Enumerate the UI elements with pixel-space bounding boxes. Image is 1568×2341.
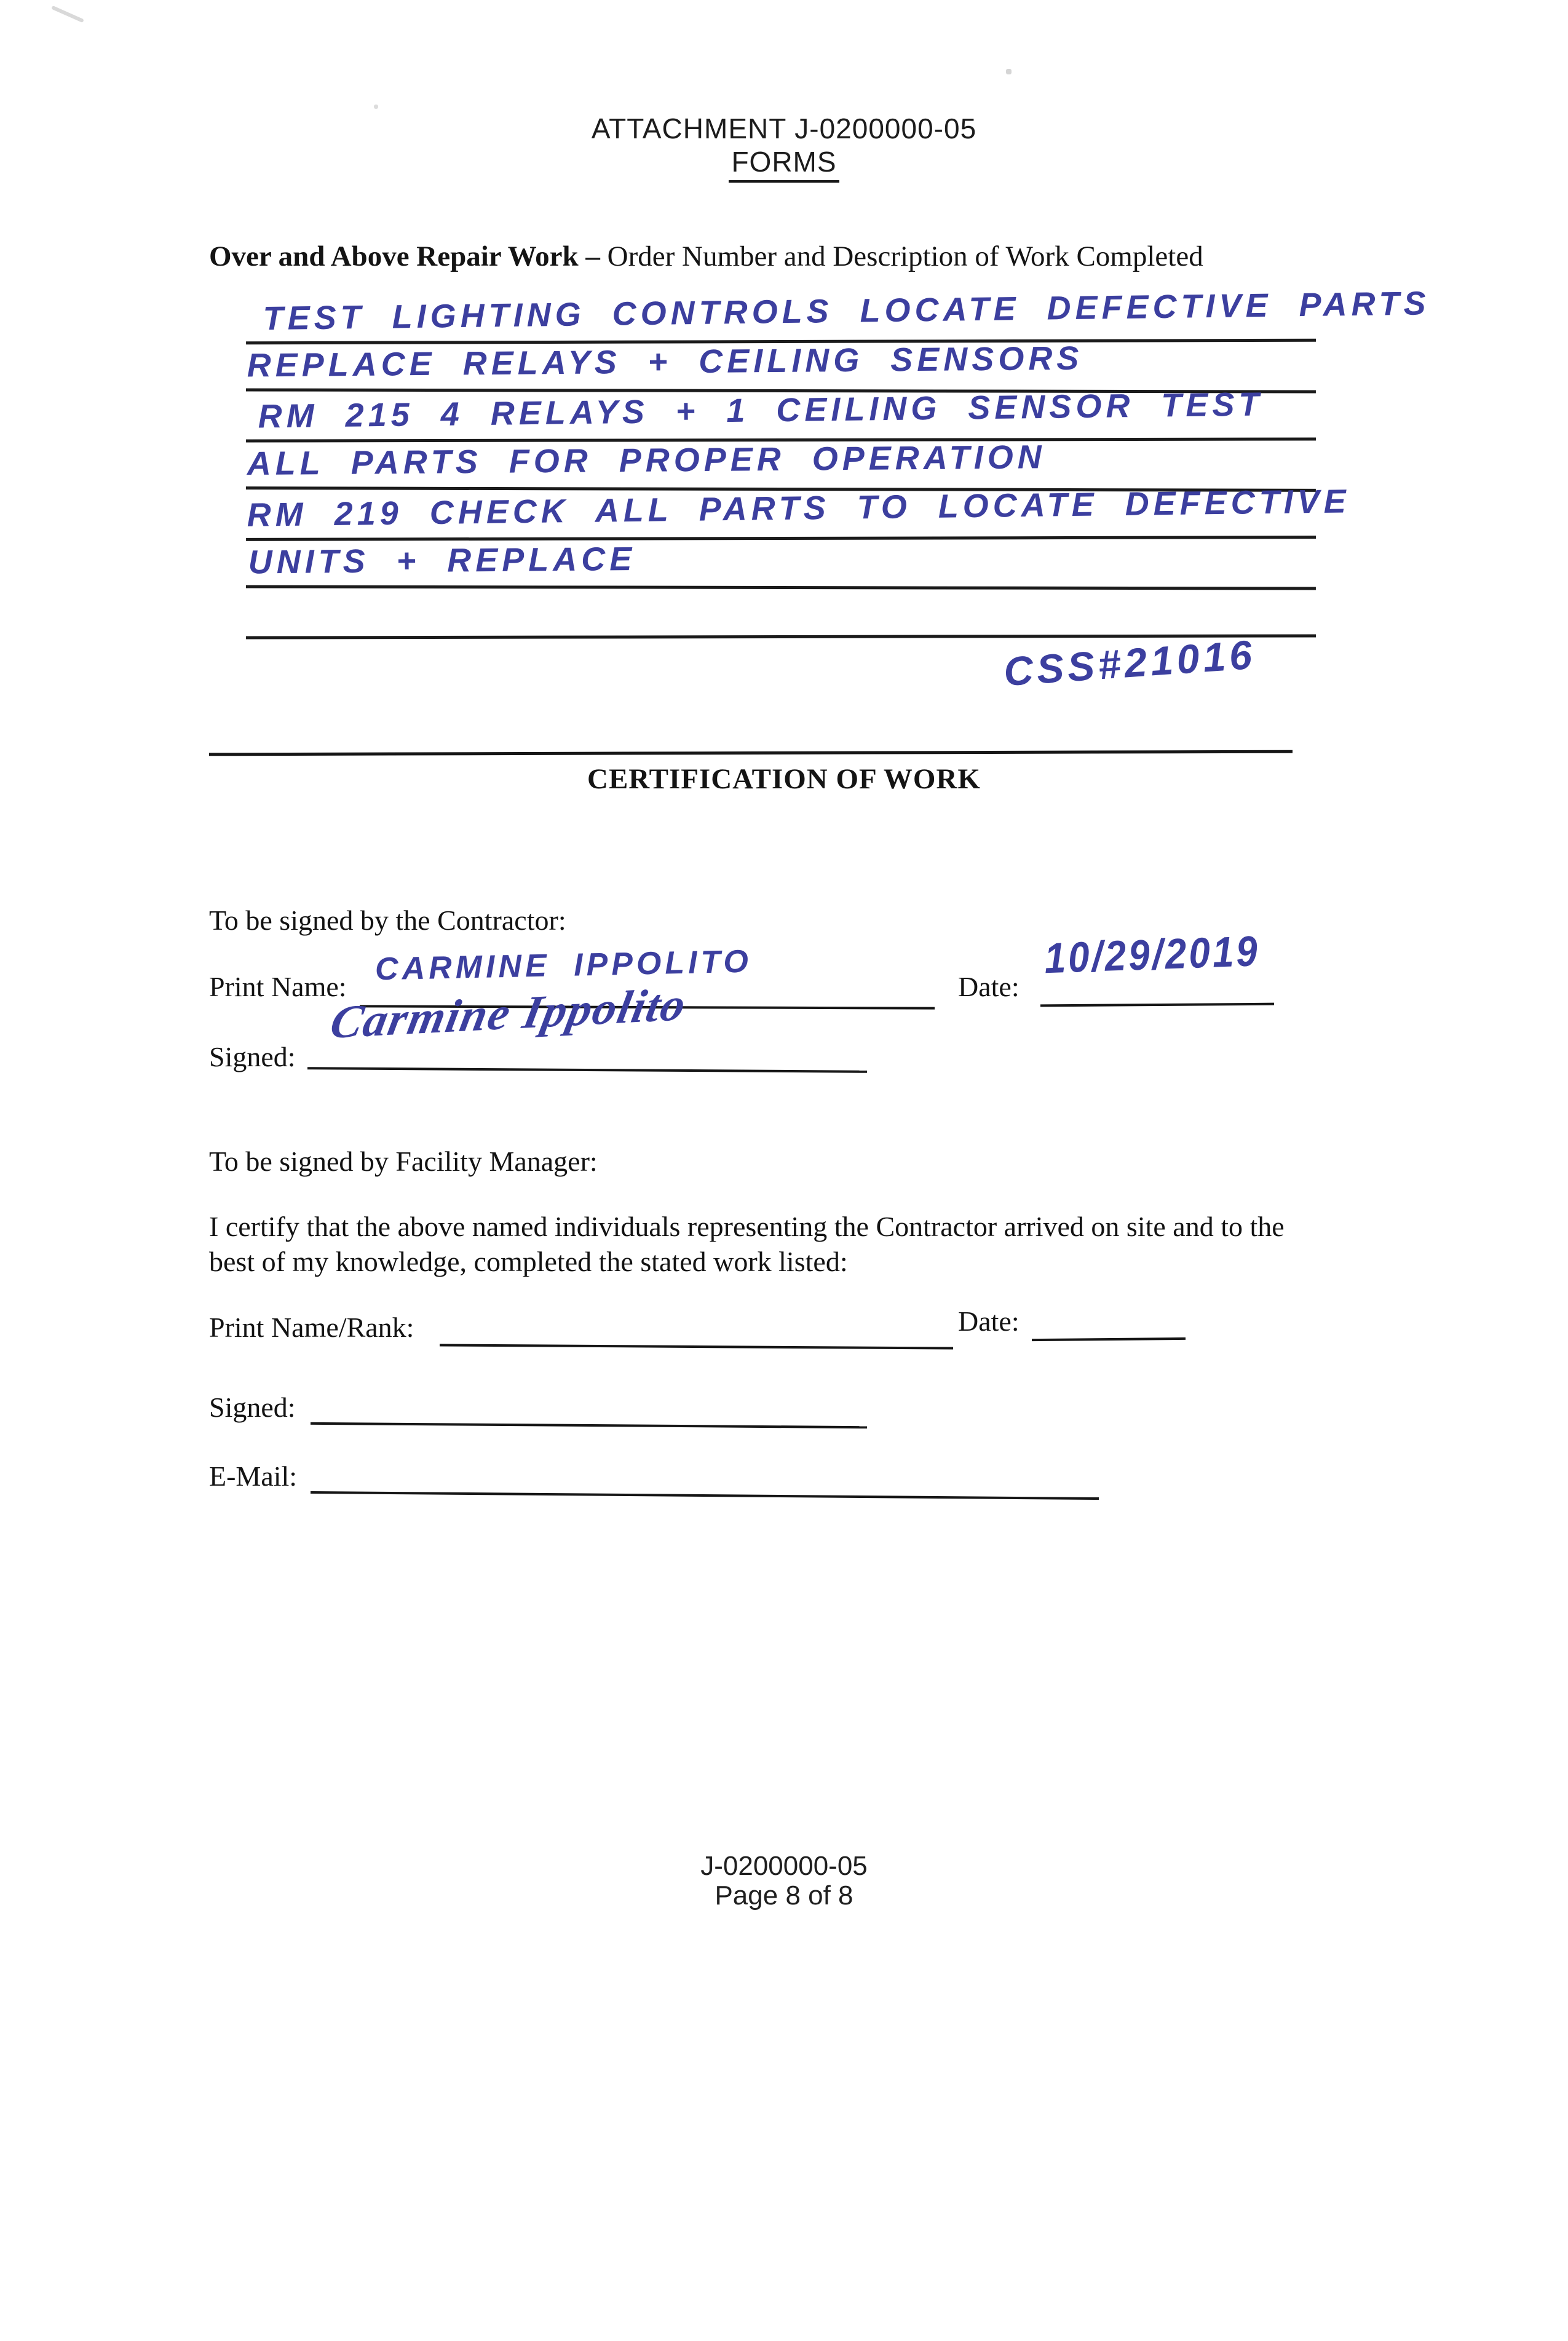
css-reference-number: CSS#21016 [1002,631,1257,695]
work-line-2 [246,338,1316,393]
footer-attachment-number-text: J-0200000-05 [700,1851,868,1881]
fm-date-rule [1032,1337,1186,1341]
contractor-date-label: Date: [958,971,1020,1002]
contractor-signature: Carmine Ippolito [326,978,691,1049]
handwriting-line-2: REPLACE RELAYS + CEILING SENSORS [247,339,1083,384]
work-line-3 [246,387,1316,442]
contractor-print-name-label: Print Name: [209,971,347,1002]
work-line-7-empty [246,584,1316,639]
footer-attachment-number [0,1851,1568,1882]
handwriting-line-1: TEST LIGHTING CONTROLS LOCATE DEFECTIVE PARTS [263,285,1430,338]
contractor-signed-rule [307,1067,867,1073]
fm-email-label: E-Mail: [209,1460,298,1492]
fm-print-name-label: Print Name/Rank: [209,1312,414,1343]
work-line-6 [246,534,1316,590]
fm-signed-rule [311,1422,867,1428]
fm-print-name-rule [440,1344,953,1349]
attachment-number: ATTACHMENT J-0200000-05 [591,113,977,145]
work-line-1 [246,285,1430,345]
section-title-rest: Order Number and Description of Work Completed [607,240,1203,272]
certify-statement-line-1: I certify that the above named individuals representing the Contractor arrived on site and to the [209,1211,1285,1242]
handwriting-line-6: UNITS + REPLACE [248,540,636,581]
certification-heading-text: CERTIFICATION OF WORK [587,763,981,795]
section-title [209,240,1203,273]
facility-manager-intro: To be signed by Facility Manager: [209,1146,598,1177]
fm-date-label: Date: [958,1305,1020,1337]
fm-email-rule [311,1491,1099,1500]
footer-page-number [0,1880,1568,1911]
attachment-header [0,112,1568,145]
fm-signed-label: Signed: [209,1392,296,1423]
work-line-4 [246,436,1316,492]
forms-header [0,145,1568,183]
contractor-date-rule [1040,1003,1274,1007]
certify-statement-line-2: best of my knowledge, completed the stated work listed: [209,1246,848,1277]
handwriting-line-4: ALL PARTS FOR PROPER OPERATION [247,438,1046,483]
work-line-5 [246,483,1351,541]
scan-speck [1006,69,1012,74]
footer-page-number-text: Page 8 of 8 [715,1880,853,1911]
certify-statement [209,1209,1390,1279]
contractor-date-value: 10/29/2019 [1043,927,1261,983]
section-title-bold: Over and Above Repair Work – [209,240,608,272]
certification-divider-rule [209,750,1293,756]
handwriting-line-3: RM 215 4 RELAYS + 1 CEILING SENSOR TEST [258,386,1264,435]
contractor-intro: To be signed by the Contractor: [209,905,566,936]
contractor-print-name-value: CARMINE IPPOLITO [374,943,753,988]
contractor-signed-label: Signed: [209,1041,296,1072]
scan-speck [374,105,378,109]
forms-label: FORMS [729,145,839,183]
certification-heading [0,763,1568,796]
scan-speck [51,6,84,23]
handwriting-line-5: RM 219 CHECK ALL PARTS TO LOCATE DEFECTIVE [247,483,1351,534]
